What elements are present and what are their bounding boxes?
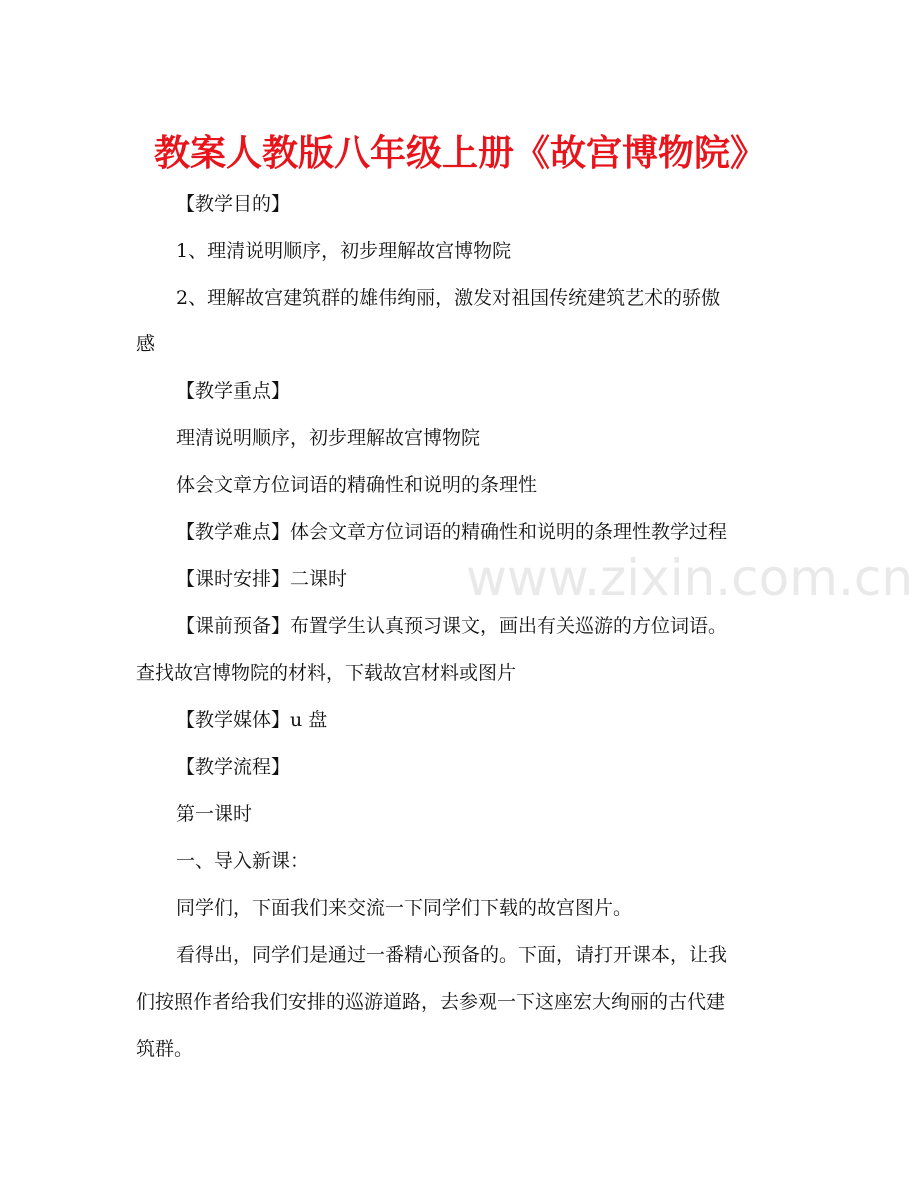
paragraph-line: 们按照作者给我们安排的巡游道路，去参观一下这座宏大绚丽的古代建	[136, 991, 726, 1013]
watermark: www.zixin.com.cn	[466, 549, 914, 607]
section-heading-preparation: 【课前预备】布置学生认真预习课文，画出有关巡游的方位词语。	[176, 615, 728, 637]
section-heading-difficulties: 【教学难点】体会文章方位词语的精确性和说明的条理性教学过程	[176, 521, 728, 543]
paragraph-line: 同学们，下面我们来交流一下同学们下载的故宫图片。	[176, 897, 633, 919]
section-heading-process: 【教学流程】	[176, 756, 291, 778]
section-heading-objectives: 【教学目的】	[176, 193, 291, 215]
paragraph-line: 筑群。	[136, 1038, 194, 1060]
paragraph-line: 感	[136, 333, 156, 355]
paragraph-line: 体会文章方位词语的精确性和说明的条理性	[176, 474, 538, 496]
section-heading-media: 【教学媒体】u 盘	[176, 709, 328, 731]
section-heading-key-points: 【教学重点】	[176, 380, 291, 402]
section-heading-schedule: 【课时安排】二课时	[176, 568, 348, 590]
paragraph-line: 查找故宫博物院的材料，下载故宫材料或图片	[136, 662, 517, 684]
document-title: 教案人教版八年级上册《故宫博物院》	[153, 133, 766, 174]
paragraph-line: 第一课时	[176, 803, 253, 825]
paragraph-line: 看得出，同学们是通过一番精心预备的。下面，请打开课本，让我	[176, 944, 728, 966]
paragraph-line: 2、理解故宫建筑群的雄伟绚丽，激发对祖国传统建筑艺术的骄傲	[176, 287, 721, 309]
paragraph-line: 1、理清说明顺序，初步理解故宫博物院	[176, 240, 512, 262]
paragraph-line: 理清说明顺序，初步理解故宫博物院	[176, 427, 481, 449]
paragraph-line: 一、导入新课：	[176, 850, 310, 872]
